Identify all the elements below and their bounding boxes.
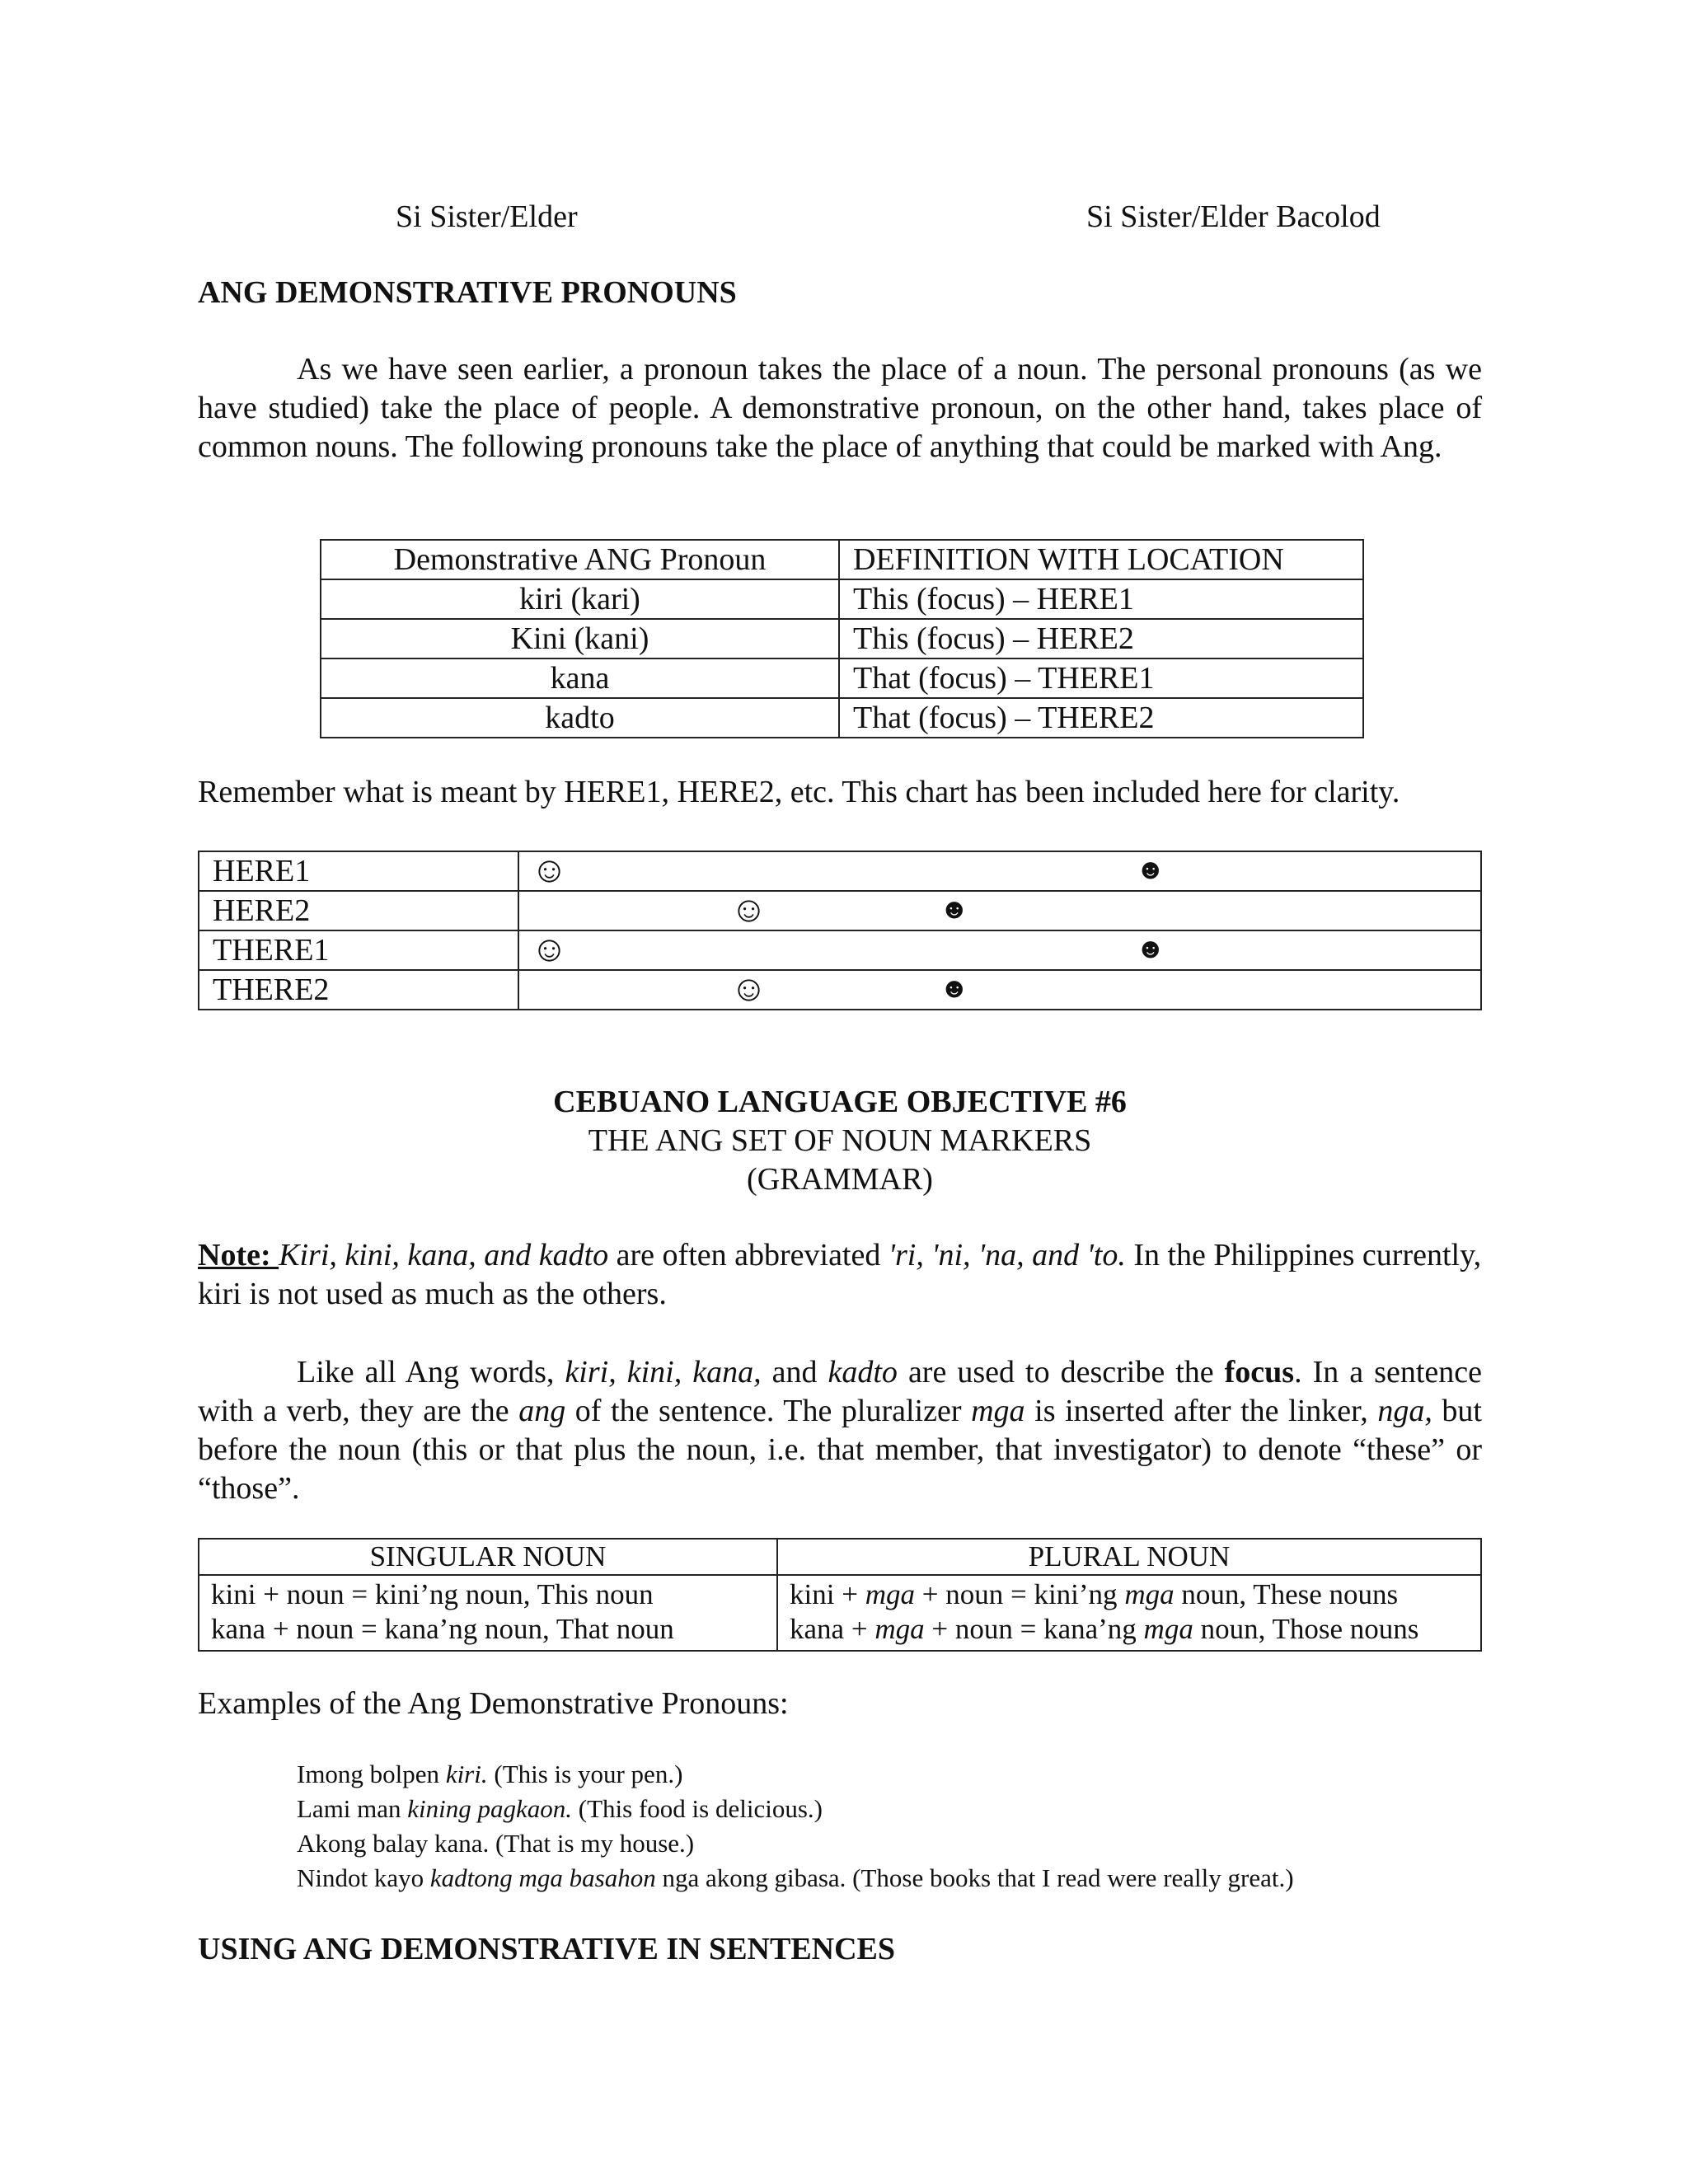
table-cell: kadto xyxy=(321,698,839,738)
plural-line: kana + mga + noun = kana’ng mga noun, Those nouns xyxy=(790,1613,1419,1645)
object-smiley-icon: ☻ xyxy=(940,973,969,1004)
note-abbreviations: 'ri, 'ni, 'na, and 'to. xyxy=(888,1238,1126,1272)
column-header: DEFINITION WITH LOCATION xyxy=(839,540,1363,579)
header-right: Si Sister/Elder Bacolod xyxy=(1086,199,1381,234)
singular-line: kana + noun = kana’ng noun, That noun xyxy=(211,1613,674,1645)
examples-list xyxy=(297,1757,1482,1896)
objective-block xyxy=(198,1083,1482,1199)
location-label: HERE1 xyxy=(199,851,518,891)
object-smiley-icon: ☻ xyxy=(1136,855,1165,885)
focus-paragraph: Like all Ang words, kiri, kini, kana, and kadto are used to describe the focus. In a sentence with a verb, they are the ang of the sentence. The pluralizer mga is inserted after the linker, nga, but before the noun (this or that plus the noun, i.e. that member, that investigator) to denote “these” or “those”. xyxy=(198,1355,1482,1506)
object-smiley-icon: ☻ xyxy=(940,894,969,925)
table-cell: That (focus) – THERE1 xyxy=(839,658,1363,698)
note-paragraph: Note: Kiri, kini, kana, and kadto are often abbreviated 'ri, 'ni, 'na, and 'to. In the Philippines currently, kiri is not used as much as the others. xyxy=(198,1238,1482,1311)
singular-line: kini + noun = kini’ng noun, This noun xyxy=(211,1578,654,1610)
list-item: Imong bolpen kiri. (This is your pen.) xyxy=(297,1760,683,1788)
list-item: Lami man kining pagkaon. (This food is delicious.) xyxy=(297,1794,823,1823)
column-header: SINGULAR NOUN xyxy=(199,1539,777,1575)
list-item: Nindot kayo kadtong mga basahon nga akong gibasa. (Those books that I read were really great.) xyxy=(297,1863,1294,1892)
section-heading-demonstrative: ANG DEMONSTRATIVE PRONOUNS xyxy=(198,275,737,310)
table-cell: Kini (kani) xyxy=(321,619,839,658)
column-header: Demonstrative ANG Pronoun xyxy=(321,540,839,579)
table-header-row xyxy=(199,1539,1481,1575)
intro-paragraph: As we have seen earlier, a pronoun takes the place of a noun. The personal pronouns (as we have studied) take the place of people. A demonstrative pronoun, on the other hand, takes place of common nouns. The following pronouns take the place of anything that could be marked with Ang. xyxy=(198,352,1482,464)
examples-heading: Examples of the Ang Demonstrative Pronouns: xyxy=(198,1686,789,1721)
table-row xyxy=(199,891,1481,930)
speaker-smiley-icon: ☺ xyxy=(531,850,568,890)
chart-note: Remember what is meant by HERE1, HERE2, etc. This chart has been included here for clarity. xyxy=(198,775,1400,809)
location-label: HERE2 xyxy=(199,891,518,930)
location-cell xyxy=(518,970,1481,1010)
location-chart-table xyxy=(198,851,1482,1010)
table-row xyxy=(321,698,1363,738)
list-item: Akong balay kana. (That is my house.) xyxy=(297,1829,695,1858)
table-cell: That (focus) – THERE2 xyxy=(839,698,1363,738)
table-row xyxy=(321,619,1363,658)
table-cell: kana xyxy=(321,658,839,698)
header-left: Si Sister/Elder xyxy=(396,199,578,234)
table-cell: This (focus) – HERE1 xyxy=(839,579,1363,619)
object-smiley-icon: ☻ xyxy=(1136,934,1165,964)
table-row xyxy=(199,930,1481,970)
table-row xyxy=(199,1575,1481,1651)
location-label: THERE1 xyxy=(199,930,518,970)
plural-line: kini + mga + noun = kini’ng mga noun, These nouns xyxy=(790,1578,1399,1610)
speaker-smiley-icon: ☺ xyxy=(730,968,767,1009)
location-label: THERE2 xyxy=(199,970,518,1010)
location-cell xyxy=(518,851,1481,891)
table-header-row xyxy=(321,540,1363,579)
objective-title: CEBUANO LANGUAGE OBJECTIVE #6 xyxy=(553,1085,1127,1119)
table-row xyxy=(321,658,1363,698)
noun-table xyxy=(198,1538,1482,1652)
column-header: PLURAL NOUN xyxy=(777,1539,1481,1575)
section-heading-using: USING ANG DEMONSTRATIVE IN SENTENCES xyxy=(198,1932,896,1966)
table-row xyxy=(199,970,1481,1010)
note-label: Note: xyxy=(198,1238,279,1272)
location-cell xyxy=(518,891,1481,930)
speaker-smiley-icon: ☺ xyxy=(730,889,767,930)
table-row xyxy=(199,851,1481,891)
plural-cell xyxy=(777,1575,1481,1651)
speaker-smiley-icon: ☺ xyxy=(531,929,568,969)
singular-cell xyxy=(199,1575,777,1651)
note-words: Kiri, kini, kana, and kadto xyxy=(279,1238,609,1272)
objective-category: (GRAMMAR) xyxy=(747,1162,933,1197)
objective-subtitle: THE ANG SET OF NOUN MARKERS xyxy=(588,1123,1092,1158)
table-cell: This (focus) – HERE2 xyxy=(839,619,1363,658)
pronoun-definition-table xyxy=(320,539,1364,738)
table-row xyxy=(321,579,1363,619)
location-cell xyxy=(518,930,1481,970)
table-cell: kiri (kari) xyxy=(321,579,839,619)
